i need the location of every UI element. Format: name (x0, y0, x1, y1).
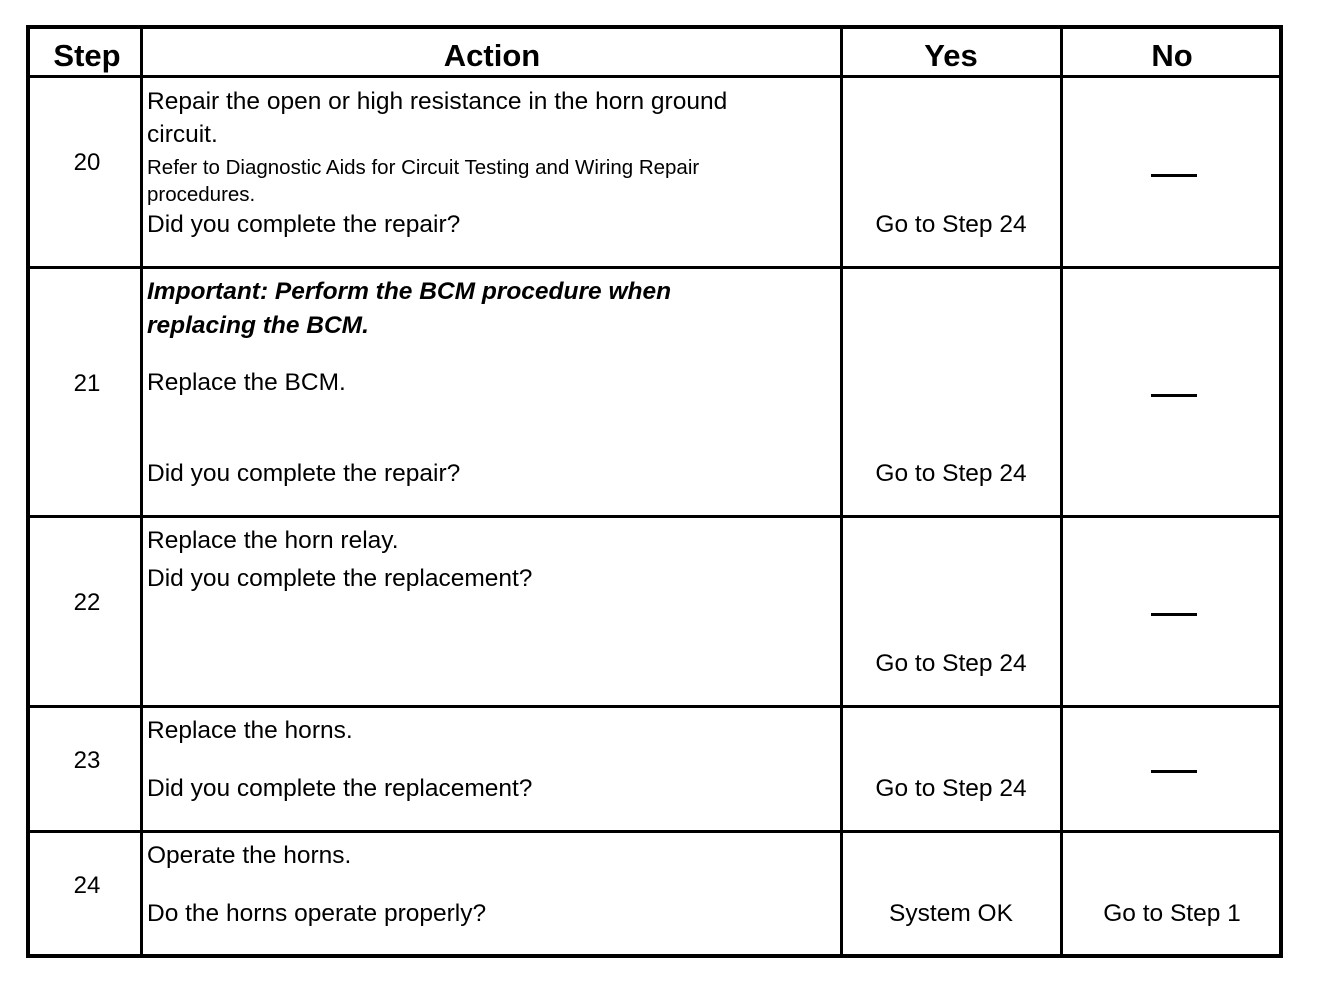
action-text: Operate the horns. (147, 842, 352, 869)
action-question: Did you complete the repair? (147, 460, 461, 487)
action-question: Do the horns operate properly? (147, 900, 487, 927)
yes-result: Go to Step 24 (875, 650, 1027, 677)
step-number: 22 (73, 589, 101, 616)
step-number: 21 (73, 370, 101, 397)
header-step: Step (53, 38, 121, 73)
header-yes: Yes (924, 38, 978, 73)
row-divider (30, 705, 1279, 708)
header-action: Action (443, 38, 541, 73)
action-text: Replace the horns. (147, 717, 353, 744)
header-no: No (1151, 38, 1193, 73)
yes-result: System OK (889, 900, 1013, 927)
column-divider (140, 29, 143, 954)
important-note: replacing the BCM. (147, 312, 369, 339)
no-result-dash (1151, 174, 1197, 177)
important-note: Important: Perform the BCM procedure when (147, 278, 672, 305)
step-number: 23 (73, 747, 101, 774)
action-question: Did you complete the repair? (147, 211, 461, 238)
action-text: Replace the horn relay. (147, 527, 399, 554)
action-text: circuit. (147, 121, 218, 148)
yes-result: Go to Step 24 (875, 460, 1027, 487)
yes-result: Go to Step 24 (875, 211, 1027, 238)
yes-result: Go to Step 24 (875, 775, 1027, 802)
no-result-dash (1151, 613, 1197, 616)
no-result-dash (1151, 394, 1197, 397)
row-divider (30, 266, 1279, 269)
no-result-dash (1151, 770, 1197, 773)
action-text: Repair the open or high resistance in the horn ground (147, 88, 728, 115)
column-divider (1060, 29, 1063, 954)
action-text: Replace the BCM. (147, 369, 346, 396)
row-divider (30, 75, 1279, 78)
action-question: Did you complete the replacement? (147, 775, 533, 802)
row-divider (30, 515, 1279, 518)
row-divider (30, 830, 1279, 833)
action-note: procedures. (147, 183, 256, 206)
column-divider (840, 29, 843, 954)
action-question: Did you complete the replacement? (147, 565, 533, 592)
no-result: Go to Step 1 (1103, 900, 1241, 927)
step-number: 24 (73, 872, 101, 899)
action-note: Refer to Diagnostic Aids for Circuit Testing and Wiring Repair (147, 156, 700, 179)
step-number: 20 (73, 149, 101, 176)
diagnostic-table (26, 25, 1283, 958)
